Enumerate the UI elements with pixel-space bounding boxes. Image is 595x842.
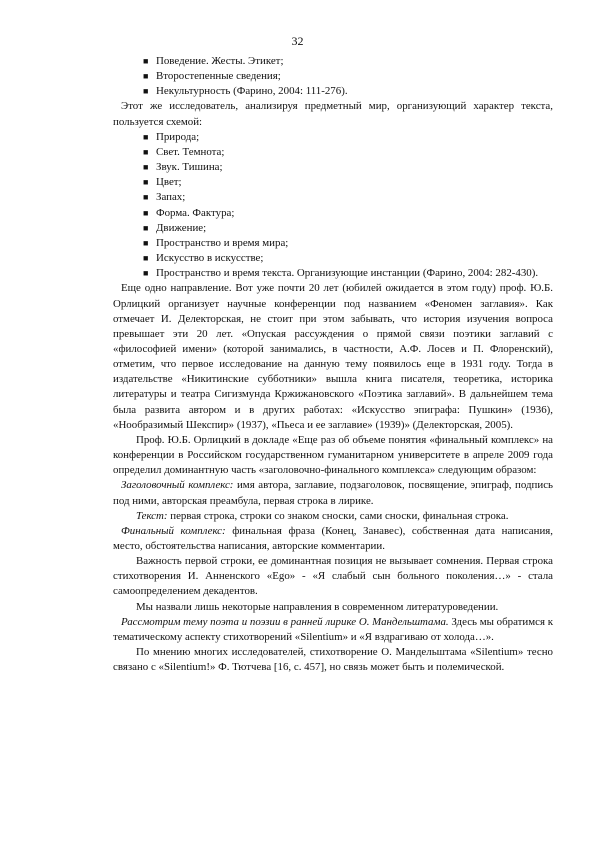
paragraph-opinion: По мнению многих исследователей, стихотворение О. Мандельштама «Silentium» тесно связано с «Silentium!» Ф. Тютчева [16, с. 457], но связь может быть и полемической. (113, 646, 553, 674)
term-text: имя автора, заглавие, подзаголовок, посвящение, эпиграф, подпись под ними, авторская преамбула, первая строка в лирике. (113, 479, 553, 507)
paragraph-orlitsky: Проф. Ю.Б. Орлицкий в докладе «Еще раз об объеме понятия «финальный комплекс» на конференции в Российском государственном гуманитарном университете в апреле 2009 года определил доминантную часть «заголовочно-финального комплекса» следующим образом: (113, 433, 553, 477)
definition-title-complex (113, 478, 553, 508)
list-item: ■ Искусство в искусстве; (143, 251, 553, 266)
list-item: ■ Звук. Тишина; (143, 160, 553, 175)
bullet-icon: ■ (143, 86, 149, 97)
list-item: ■ Пространство и время мира; (143, 236, 553, 251)
paragraph-direction: Еще одно направление. Вот уже почти 20 лет (юбилей ожидается в этом году) проф. Ю.Б. Орлицкий организует научные конференции под названием «Феномен заглавия». Как отмечает И. Делекторская, не стоит при этом забывать, что история изучения вопроса превышает эти 20 лет. «Опуская рассуждения о прямой связи поэтики заглавий с «философией имени» (которой занимались, в частности, А.Ф. Лосев и П. Флоренский), отметим, что первое исследование на данную тему появилось еще в 1931 году. Тогда в издательстве «Никитинские субботники» вышла книга писателя, теоретика, историка литературы и театра Сигизмунда Кржижановского «Поэтика заглавий». В дальнейшем тема была развита автором и в других работах: «Искусство эпиграфа: Пушкин» (1936), «Нообразимый Шекспир» (1937), «Пьеса и ее заглавие» (1939)» (Делекторская, 2005). (113, 282, 553, 431)
bullet-icon: ■ (143, 222, 149, 233)
definition-final-complex (113, 524, 553, 554)
list-item: ■ Некультурность (Фарино, 2004: 111-276). (143, 84, 553, 99)
page-number: 32 (291, 34, 304, 48)
paragraph-importance: Важность первой строки, ее доминантная позиция не вызывает сомнения. Первая строка стихотворения И. Анненского «Ego» - «Я слабый сын больного поколения…» - стала самоопределением декадентов. (113, 555, 553, 598)
term-label: Финальный комплекс: (121, 524, 226, 537)
bullet-icon: ■ (143, 131, 149, 142)
paragraph-text: Здесь мы обратимся к тематическому аспекту стихотворений «Silentium» и «Я вздрагиваю от холода…». (113, 615, 554, 643)
paragraph-scheme: Этот же исследователь, анализируя предметный мир, организующий характер текста, пользуется схемой: (113, 100, 553, 128)
page-content (113, 54, 553, 675)
list-item: ■ Поведение. Жесты. Этикет; (143, 54, 553, 69)
term-text: первая строка, строки со знаком сноски, сами сноски, финальная строка. (167, 509, 509, 522)
list-item: ■ Пространство и время текста. Организующие инстанции (Фарино, 2004: 282-430). (143, 266, 553, 281)
bullet-icon: ■ (143, 253, 149, 264)
list-item: ■ Природа; (143, 130, 553, 145)
term-label: Текст: (136, 509, 168, 522)
term-label: Заголовочный комплекс: (121, 479, 234, 492)
bullet-list-scheme (113, 130, 553, 282)
bullet-icon: ■ (143, 56, 149, 66)
bullet-icon: ■ (143, 146, 149, 157)
bullet-icon: ■ (143, 71, 149, 82)
list-item: ■ Второстепенные сведения; (143, 69, 553, 84)
list-item: ■ Свет. Темнота; (143, 145, 553, 160)
bullet-list-behavior (113, 54, 553, 99)
bullet-icon: ■ (143, 207, 149, 218)
bullet-icon: ■ (143, 162, 149, 173)
paragraph-named: Мы назвали лишь некоторые направления в современном литературоведении. (136, 600, 499, 613)
bullet-icon: ■ (143, 192, 149, 203)
bullet-icon: ■ (143, 268, 149, 279)
bullet-icon: ■ (143, 177, 149, 188)
definition-text-complex (113, 509, 553, 524)
italic-lead: Рассмотрим тему поэта и поэзии в ранней лирике О. Мандельштама. (121, 615, 449, 628)
list-item: ■ Движение; (143, 221, 553, 236)
paragraph-consider (113, 615, 553, 645)
list-item: ■ Форма. Фактура; (143, 206, 553, 221)
list-item: ■ Цвет; (143, 175, 553, 190)
bullet-icon: ■ (143, 237, 149, 248)
list-item: ■ Запах; (143, 190, 553, 205)
term-text: финальная фраза (Конец, Занавес), собственная дата написания, место, обстоятельства написания, авторские комментарии. (113, 524, 554, 552)
